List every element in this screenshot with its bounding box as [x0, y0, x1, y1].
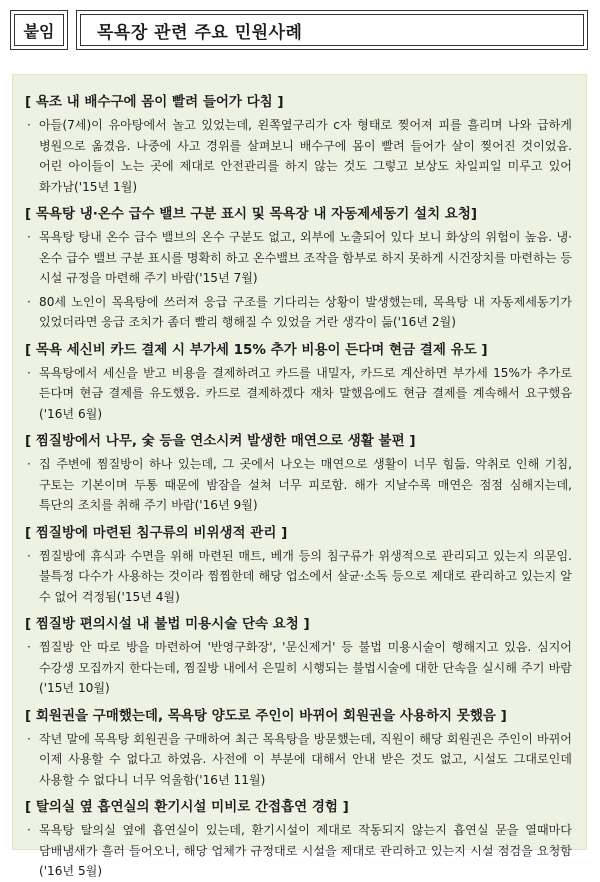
complaint-section: [25, 432, 572, 516]
section-title: [ 목욕 세신비 카드 결제 시 부가세 15% 추가 비용이 든다며 현금 결제 유도 ]: [25, 341, 488, 358]
attachment-tag-label: 붙임: [23, 21, 55, 41]
section-title: [ 목욕탕 냉·온수 급수 밸브 구분 표시 및 목욕장 내 자동제세동기 설치 요청]: [25, 206, 478, 222]
attachment-tag: [10, 10, 68, 50]
section-title: [ 욕조 내 배수구에 몸이 빨려 들어가 다침 ]: [25, 94, 284, 110]
complaint-section: [25, 205, 572, 333]
complaint-item: · 아들(7세)이 유아탕에서 놀고 있었는데, 왼쪽옆구리가 c자 형태로 찢어져 피를 흘리며 나와 급하게 병원으로 옮겼음. 나중에 사고 경위를 살펴보니 배수구에 몸이 빨려 들어가 살이 찢어진 것이었음. 어린 아이들이 노는 곳에 제대로 안전관리를 하지 않는 것도 그렇고 보상도 차일피일 미루고 있어 화가남('15년 1월): [27, 118, 572, 194]
complaint-section: [25, 798, 572, 882]
section-title: [ 찜질방에 마련된 침구류의 비위생적 관리 ]: [25, 524, 288, 541]
page-title: 목욕장 관련 주요 민원사례: [97, 22, 303, 43]
complaint-item: · 작년 말에 목욕탕 회원권을 구매하여 최근 목욕탕을 방문했는데, 직원이 해당 회원권은 주인이 바뀌어 이제 사용할 수 없다고 하였음. 사전에 이 부분에 대해서 안내 받은 것도 없고, 시설도 그대로인데 사용할 수 없다니 너무 억울함('16년 11월): [27, 731, 572, 787]
section-title: [ 회원권을 구매했는데, 목욕탕 양도로 주인이 바뀌어 회원권을 사용하지 못했음 ]: [25, 707, 507, 724]
page-title-box: [76, 10, 588, 50]
complaints-panel: [12, 74, 587, 878]
complaint-section: [25, 524, 572, 608]
complaint-section: [25, 93, 572, 197]
complaint-item: · 목욕탕 탈의실 옆에 흡연실이 있는데, 환기시설이 제대로 작동되지 않는지 흡연실 문을 열때마다 담배냄새가 흘러 들어오니, 해당 업체가 규정대로 시설을 제대로 관리하고 있는지 시설 점검을 요청함('16년 5월): [27, 823, 572, 878]
page-header: [10, 10, 586, 50]
complaint-section: [25, 341, 572, 425]
complaint-item: · 목욕탕에서 세신을 받고 비용을 결제하려고 카드를 내밀자, 카드로 계산하면 부가세 15%가 추가로 든다며 현금 결제를 유도했음. 카드로 결제하겠다 재차 말했음에도 현금 결제를 계속해서 요구했음('16년 6월): [27, 365, 572, 421]
complaint-item: · 찜질방 안 따로 방을 마련하여 '반영구화장', '문신제거' 등 불법 미용시술이 행해지고 있음. 심지어 수강생 모집까지 한다는데, 찜질방 내에서 은밀히 시행되는 불법시술에 대한 단속을 실시해 주기 바람('15년 10월): [27, 640, 572, 695]
complaint-item: · 집 주변에 찜질방이 하나 있는데, 그 곳에서 나오는 매연으로 생활이 너무 힘듦. 악취로 인해 기침, 구토는 기본이며 두통 때문에 밤잠을 설쳐 너무 피로함. 해가 지날수록 매연은 점점 심해지는데, 특단의 조치를 취해 주기 바람('16년 9월): [27, 457, 572, 512]
complaint-item: · 80세 노인이 목욕탕에 쓰러져 응급 구조를 기다리는 상황이 발생했는데, 목욕탕 내 자동제세동기가 있었더라면 응급 조치가 좀더 빨리 행해질 수 있었을 거란 생각이 듦('16년 2월): [27, 294, 572, 329]
complaint-item: · 찜질방에 휴식과 수면을 위해 마련된 매트, 베개 등의 침구류가 위생적으로 관리되고 있는지 의문임. 불특정 다수가 사용하는 것이라 찜찜한데 해당 업소에서 살균·소독 등으로 제대로 관리하고 있는지 알 수 없어 걱정됨('15년 4월): [27, 548, 572, 604]
complaint-section: [25, 707, 572, 791]
complaint-item: · 목욕탕 탕내 온수 급수 밸브의 온수 구분도 없고, 외부에 노출되어 있다 보니 화상의 위험이 높음. 냉·온수 급수 밸브 구분 표시를 명확히 하고 온수밸브 조작을 함부로 하지 못하게 시건장치를 마련하는 등 시설 규정을 마련해 주기 바람('15년 7월): [27, 230, 572, 285]
section-title: [ 찜질방에서 나무, 숯 등을 연소시켜 발생한 매연으로 생활 불편 ]: [25, 433, 416, 449]
section-title: [ 탈의실 옆 흡연실의 환기시설 미비로 간접흡연 경험 ]: [25, 799, 349, 815]
section-title: [ 찜질방 편의시설 내 불법 미용시술 단속 요청 ]: [25, 616, 310, 632]
complaint-section: [25, 615, 572, 699]
